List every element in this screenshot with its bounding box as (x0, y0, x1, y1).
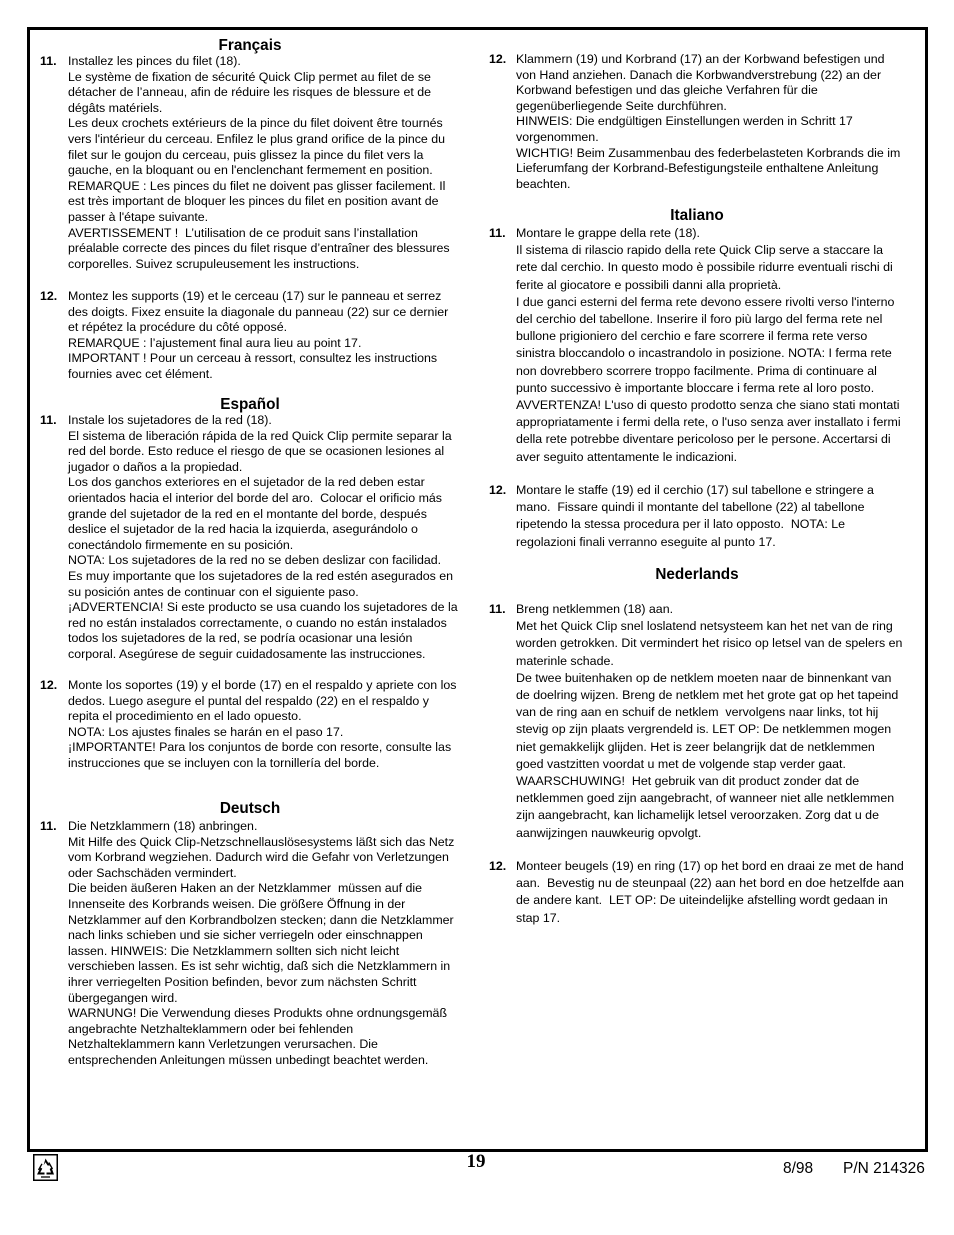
text-line: WAARSCHUWING! Het gebruik van dit product zonder dat de (516, 774, 860, 789)
heading-espanol: Español (220, 396, 280, 413)
text-line: est très important de bloquer les pinces du filet en position avant de (68, 194, 439, 209)
step-text (68, 678, 465, 772)
text-line: appropriatamente i fermi della rete, o l'uso senza aver installato i fermi (516, 415, 901, 430)
text-line: corporelles. Suivez scrupuleusement les instructions. (68, 256, 360, 271)
text-line: del cerchio del tabellone. Inserire il foro più largo del ferma rete nel (516, 312, 883, 327)
text-line: conectándolo firmemente en su posición. (68, 537, 294, 552)
text-line: ¡ADVERTENCIA! Si este producto se usa cuando los sujetadores de la (68, 600, 458, 615)
text-line: goed vastzitten voordat u met de volgende stap verder gaat. (516, 756, 846, 771)
recycle-logo-icon (33, 1154, 58, 1181)
text-line: El sistema de liberación rápida de la red Quick Clip permite separar la (68, 428, 452, 443)
text-line: gegenüberliegende Seite durchführen. (516, 98, 727, 113)
text-line: aver seguito attentamente le indicazioni. (516, 449, 738, 464)
text-line: beachten. (516, 176, 571, 191)
text-line: I due ganci esterni del ferma rete devono essere rivolti verso l'interno (516, 294, 895, 309)
text-line: deslice el sujetador de la red hacia la izquierda, asegurándolo o (68, 522, 418, 537)
text-line: NOTA: Los ajustes finales se harán en el paso 17. (68, 724, 344, 739)
text-line: Met het Quick Clip snel loslatend netsysteem kan het net van de ring (516, 619, 893, 634)
text-line: instrucciones que se incluyen con la tornillería del borde. (68, 755, 380, 770)
text-line: Lieferumfang der Korbrand-Befestigungsteile enthaltene Anleitung (516, 161, 879, 176)
text-line: von Hand anziehen. Danach die Korbwandverstrebung (22) an der (516, 67, 882, 82)
text-line: AVVERTENZA! L'uso di questo prodotto senza che siano stati montati (516, 398, 900, 413)
text-line: verschieben lassen. Es ist sehr wichtig, daß sich die Netzklammern in (68, 959, 451, 974)
text-line: bullone prigioniero del cerchio e fare scorrere il ferma rete verso (516, 329, 868, 344)
step-text (516, 858, 909, 927)
part-number: P/N 214326 (843, 1160, 925, 1177)
text-line: todos los sujetadores de la red, se podría ocasionar una lesión (68, 631, 413, 646)
text-line: rete dal cerchio. In questo modo è possibile ridurre eventuali rischi di (516, 260, 893, 275)
step-text (68, 289, 465, 383)
text-line: dedos. Luego asegure el puntal del respaldo (22) en el respaldo y (68, 693, 429, 708)
text-line: Es muy importante que los sujetadores de la red estén asegurados en (68, 568, 454, 583)
text-line: détacher de l’anneau, afin de réduire les risques de blessure et de (68, 85, 432, 100)
text-line: AVERTISSEMENT ! L’utilisation de ce produit sans l’installation (68, 225, 418, 240)
text-line: filet sur le goujon du cerceau, puis glissez la pince du filet vers la (68, 147, 424, 162)
francais-step-12 (40, 289, 465, 383)
text-line: Breng netklemmen (18) aan. (516, 602, 674, 616)
heading-nederlands: Nederlands (655, 566, 739, 583)
step-number: 11. (489, 226, 506, 240)
text-line: netklemmen goed zijn aangebracht, of wanneer niet alle netklemmen (516, 791, 895, 806)
text-line: De twee buitenhaken op de netklem moeten naar de binnenkant van (516, 670, 892, 685)
text-line: WICHTIG! Beim Zusammenbau des federbelasteten Korbrands die im (516, 145, 901, 160)
text-line: mano. Fissare quindi il montante del tabellone (22) al tabellone (516, 500, 865, 515)
nederlands-step-12 (489, 858, 909, 927)
text-line: entsprechenden Anleitungen müssen unbedingt beachtet werden. (68, 1052, 429, 1067)
text-line: des doigts. Fixez ensuite la diagonale du panneau (22) sur ce dernier (68, 304, 449, 319)
step-text (516, 52, 909, 192)
step-number: 12. (489, 483, 507, 497)
text-line: orientados hacia el interior del borde del aro. Colocar el orificio más (68, 490, 442, 505)
text-line: oder Sachschäden vermindert. (68, 865, 237, 880)
text-line: Installez les pinces du filet (18). (68, 54, 241, 68)
text-line: jugador o daños a la propiedad. (68, 459, 243, 474)
step-text (68, 819, 465, 1069)
text-line: Le système de fixation de sécurité Quick Clip permet au filet de se (68, 69, 431, 84)
text-line: Netzklammer auf den Korbrandbolzen stecken; dann die Netzklammer (68, 912, 454, 927)
step-number: 11. (40, 54, 57, 68)
text-line: Klammern (19) und Korbrand (17) an der Korbwand befestigen und (516, 52, 885, 66)
heading-deutsch: Deutsch (219, 800, 281, 817)
text-line: Korbwand befestigen und das gleiche Verfahren für die (516, 83, 818, 98)
text-line: ¡IMPORTANTE! Para los conjuntos de borde con resorte, consulte las (68, 740, 452, 755)
francais-step-11 (40, 54, 465, 272)
text-line: vorgenommen. (516, 129, 599, 144)
step-number: 12. (40, 678, 58, 692)
text-line: sinistra bloccandolo o incastrandolo in posizione. NOTA: I ferma rete (516, 346, 892, 361)
text-line: ihrer verriegelten Position befinden, bevor zum nächsten Schritt (68, 974, 417, 989)
text-line: Instale los sujetadores de la red (18). (68, 413, 272, 427)
text-line: corporal. Asegúrese de seguir cuidadosamente las instrucciones. (68, 646, 426, 661)
text-line: niet gemakkelijk glijden. Het is zeer belangrijk dat de netklemmen (516, 739, 875, 754)
text-line: su posición antes de continuar con el siguiente paso. (68, 584, 359, 599)
text-line: REMARQUE : l’ajustement final aura lieu au point 17. (68, 335, 362, 350)
text-line: della rete potrebbe diventare pericoloso per le persone. Accertarsi di (516, 432, 891, 447)
text-line: Montare le grappe della rete (18). (516, 226, 700, 240)
text-line: fournies avec cet élément. (68, 366, 213, 381)
text-line: regolazioni finali verranno eseguite al punto 17. (516, 534, 776, 549)
text-line: préalable correcte des pinces du filet risque d’entraîner des blessures (68, 241, 450, 256)
italiano-step-12 (489, 482, 909, 551)
text-line: IMPORTANT ! Pour un cerceau à ressort, consultez les instructions (68, 351, 438, 366)
text-line: vers l'intérieur du cerceau. Enfilez le plus grand orifice de la pince du (68, 131, 446, 146)
text-line: stevig op zijn plaats vergrendeld is. LET OP: De netklemmen mogen (516, 722, 892, 737)
deutsch-step-12 (489, 52, 909, 192)
step-text (516, 601, 909, 842)
text-line: punto successivo è importante bloccare i ferma rete al loro posto. (516, 380, 875, 395)
text-line: angebrachte Netzhalteklammern oder bei fehlenden (68, 1021, 354, 1036)
text-line: Les deux crochets extérieurs de la pince du filet doivent être tournés (68, 116, 443, 131)
heading-francais: Français (218, 37, 282, 54)
text-line: Monteer beugels (19) en ring (17) op het bord en draai ze met de hand (516, 859, 904, 873)
step-number: 11. (40, 413, 57, 427)
step-text (68, 413, 465, 663)
step-number: 12. (489, 52, 507, 66)
text-line: passer à l'étape suivante. (68, 209, 209, 224)
text-line: red del borde. Esto reduce el riesgo de que se ocasionen lesiones al (68, 444, 445, 459)
text-line: worden getrokken. Dit vermindert het risico op letsel van de spelers en (516, 636, 903, 651)
step-number: 12. (40, 289, 58, 303)
text-line: zijn aangebracht, kan lichamelijk letsel veroorzaken. Zorg dat u de (516, 808, 879, 823)
text-line: van de ring aan en schuif de netklem vervolgens naar links, tot hij (516, 705, 879, 720)
nederlands-step-11 (489, 601, 909, 842)
text-line: Mit Hilfe des Quick Clip-Netzschnellauslösesystems läßt sich das Netz (68, 834, 455, 849)
text-line: Montez les supports (19) et le cerceau (17) sur le panneau et serrez (68, 289, 442, 303)
text-line: materinle schade. (516, 653, 614, 668)
text-line: NOTA: Los sujetadores de la red no se deben deslizar con facilidad. (68, 553, 442, 568)
text-line: HINWEIS: Die endgültigen Einstellungen werden in Schritt 17 (516, 114, 853, 129)
text-line: de andere kant. LET OP: De uiteindelijke afstelling wordt gedaan in (516, 893, 888, 908)
step-text (516, 482, 909, 551)
espanol-step-12 (40, 678, 465, 772)
text-line: Il sistema di rilascio rapido della rete Quick Clip serve a staccare la (516, 243, 884, 258)
step-text (516, 225, 909, 466)
text-line: non dovrebbero scorrere troppo facilmente. Prima di continuare al (516, 363, 877, 378)
text-line: Die beiden äußeren Haken an der Netzklammer müssen auf die (68, 881, 423, 896)
text-line: Die Netzklammern (18) anbringen. (68, 819, 258, 833)
italiano-step-11 (489, 225, 909, 466)
text-line: stap 17. (516, 910, 561, 925)
text-line: vom Korbrand wegziehen. Dadurch wird die Gefahr von Verletzungen (68, 850, 449, 865)
text-line: et répétez la procédure du côté opposé. (68, 320, 288, 335)
text-line: de doelring wijzen. Breng de netklem met het grote gat op het tapeind (516, 688, 899, 703)
step-number: 11. (489, 602, 506, 616)
text-line: aanwijzingen nauwkeurig opvolgt. (516, 825, 702, 840)
deutsch-step-11 (40, 819, 465, 1069)
text-line: grande del sujetador de la red en el montante del borde, después (68, 506, 427, 521)
text-line: Monte los soportes (19) y el borde (17) en el respaldo y apriete con los (68, 678, 457, 692)
text-line: Netzhalteklammern kann Verletzungen verursachen. Die (68, 1037, 378, 1052)
text-line: lassen. HINWEIS: Die Netzklammern sollten sich nicht leicht (68, 943, 400, 958)
step-text (68, 54, 465, 272)
text-line: repita el procedimiento en el lado opuesto. (68, 709, 302, 724)
revision-date: 8/98 (783, 1160, 814, 1177)
text-line: ferite al giocatore e possibili danni alla proprietà. (516, 277, 782, 292)
espanol-step-11 (40, 413, 465, 663)
heading-italiano: Italiano (670, 207, 724, 224)
text-line: REMARQUE : Les pinces du filet ne doivent pas glisser facilement. Il (68, 178, 446, 193)
text-line: nach links schieben und sie sicher verriegeln oder einschnappen (68, 928, 423, 943)
text-line: gauche, en la bloquant ou en l'enclenchant fermement en position. (68, 163, 433, 178)
text-line: übergegangen wird. (68, 990, 178, 1005)
text-line: Innenseite des Korbrands weisen. Die größere Öffnung in der (68, 896, 406, 911)
text-line: WARNUNG! Die Verwendung dieses Produkts ohne ordnungsgemäß (68, 1006, 448, 1021)
step-number: 12. (489, 859, 507, 873)
step-number: 11. (40, 819, 57, 833)
text-line: Montare le staffe (19) ed il cerchio (17) sul tabellone e stringere a (516, 483, 874, 497)
text-line: red no están instalados correctamente, o cuando no están instalados (68, 615, 447, 630)
text-line: Los dos ganchos exteriores en el sujetador de la red deben estar (68, 475, 425, 490)
text-line: ripetendo la stessa procedura per il lato opposto. NOTA: Le (516, 517, 845, 532)
page-number: 19 (466, 1151, 486, 1172)
text-line: dégâts matériels. (68, 100, 163, 115)
text-line: aan. Bevestig nu de steunpaal (22) aan het bord en doe hetzelfde aan (516, 876, 904, 891)
